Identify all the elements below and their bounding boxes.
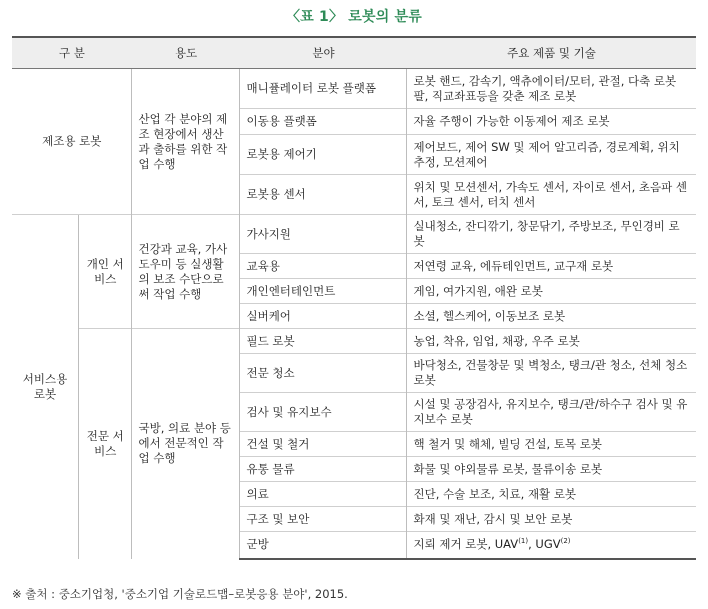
table-row — [12, 329, 696, 354]
product-text: 지뢰 제거 로봇, UAV — [413, 537, 519, 552]
header-products: 주요 제품 및 기술 — [407, 37, 696, 69]
header-row — [12, 37, 696, 69]
field-cell: 군방 — [240, 532, 407, 559]
robot-classification-table — [12, 36, 696, 560]
field-cell: 의료 — [240, 482, 407, 507]
product-cell: 핵 철거 및 해체, 빌딩 건설, 토목 로봇 — [407, 432, 696, 457]
field-cell: 구조 및 보안 — [240, 507, 407, 532]
category-manufacturing: 제조용 로봇 — [12, 69, 132, 215]
field-cell: 개인엔터테인먼트 — [240, 279, 407, 304]
subcategory-personal: 개인 서비스 — [79, 215, 132, 329]
field-cell: 건설 및 철거 — [240, 432, 407, 457]
use-manufacturing: 산업 각 분야의 제조 현장에서 생산과 출하를 위한 작업 수행 — [132, 69, 240, 215]
product-cell: 바닥청소, 건물창문 및 벽청소, 탱크/관 청소, 선체 청소 로봇 — [407, 354, 696, 393]
product-cell: 자율 주행이 가능한 이동제어 제조 로봇 — [407, 109, 696, 135]
table-row — [12, 215, 696, 254]
table-caption: 〈표 1〉 로봇의 분류 — [286, 9, 422, 25]
footnote-marker: (1) — [518, 537, 529, 546]
use-professional: 국방, 의료 분야 등에서 전문적인 작업 수행 — [132, 329, 240, 559]
field-cell: 검사 및 유지보수 — [240, 393, 407, 432]
field-cell: 교육용 — [240, 254, 407, 279]
product-cell: 제어보드, 제어 SW 및 제어 알고리즘, 경로계획, 위치추정, 모션제어 — [407, 135, 696, 175]
product-cell: 화재 및 재난, 감시 및 보안 로봇 — [407, 507, 696, 532]
product-cell: 소셜, 헬스케어, 이동보조 로봇 — [407, 304, 696, 329]
field-cell: 전문 청소 — [240, 354, 407, 393]
header-use: 용도 — [132, 37, 240, 69]
product-cell: 로봇 핸드, 감속기, 액츄에이터/모터, 관절, 다축 로봇 팔, 직교좌표등을 갖춘 제조 로봇 — [407, 69, 696, 109]
product-text: , UGV — [528, 537, 561, 552]
product-cell: 농업, 착유, 임업, 채광, 우주 로봇 — [407, 329, 696, 354]
field-cell: 로봇용 센서 — [240, 175, 407, 215]
category-service: 서비스용 로봇 — [12, 215, 79, 559]
table-row — [12, 69, 696, 109]
field-cell: 유통 물류 — [240, 457, 407, 482]
product-cell: 저연령 교육, 에듀테인먼트, 교구재 로봇 — [407, 254, 696, 279]
header-field: 분야 — [240, 37, 407, 69]
field-cell: 이동용 플랫폼 — [240, 109, 407, 135]
subcategory-professional: 전문 서비스 — [79, 329, 132, 559]
field-cell: 가사지원 — [240, 215, 407, 254]
header-classification: 구 분 — [12, 37, 132, 69]
field-cell: 로봇용 제어기 — [240, 135, 407, 175]
field-cell: 실버케어 — [240, 304, 407, 329]
product-cell: 시설 및 공장검사, 유지보수, 탱크/관/하수구 검사 및 유지보수 로봇 — [407, 393, 696, 432]
product-cell: 위치 및 모션센서, 가속도 센서, 자이로 센서, 초음파 센서, 토크 센서, 터치 센서 — [407, 175, 696, 215]
field-cell: 필드 로봇 — [240, 329, 407, 354]
product-cell: 진단, 수술 보조, 치료, 재활 로봇 — [407, 482, 696, 507]
product-cell — [407, 532, 696, 559]
product-cell: 게임, 여가지원, 애완 로봇 — [407, 279, 696, 304]
field-cell: 매니퓰레이터 로봇 플랫폼 — [240, 69, 407, 109]
product-cell: 화물 및 야외물류 로봇, 물류이송 로봇 — [407, 457, 696, 482]
product-cell: 실내청소, 잔디깎기, 창문닦기, 주방보조, 무인경비 로봇 — [407, 215, 696, 254]
source-note: ※ 출처 : 중소기업청, '중소기업 기술로드맵–로봇응용 분야', 2015. — [12, 587, 348, 601]
footnote-marker: (2) — [560, 537, 571, 546]
use-personal: 건강과 교육, 가사도우미 등 실생활의 보조 수단으로써 작업 수행 — [132, 215, 240, 329]
